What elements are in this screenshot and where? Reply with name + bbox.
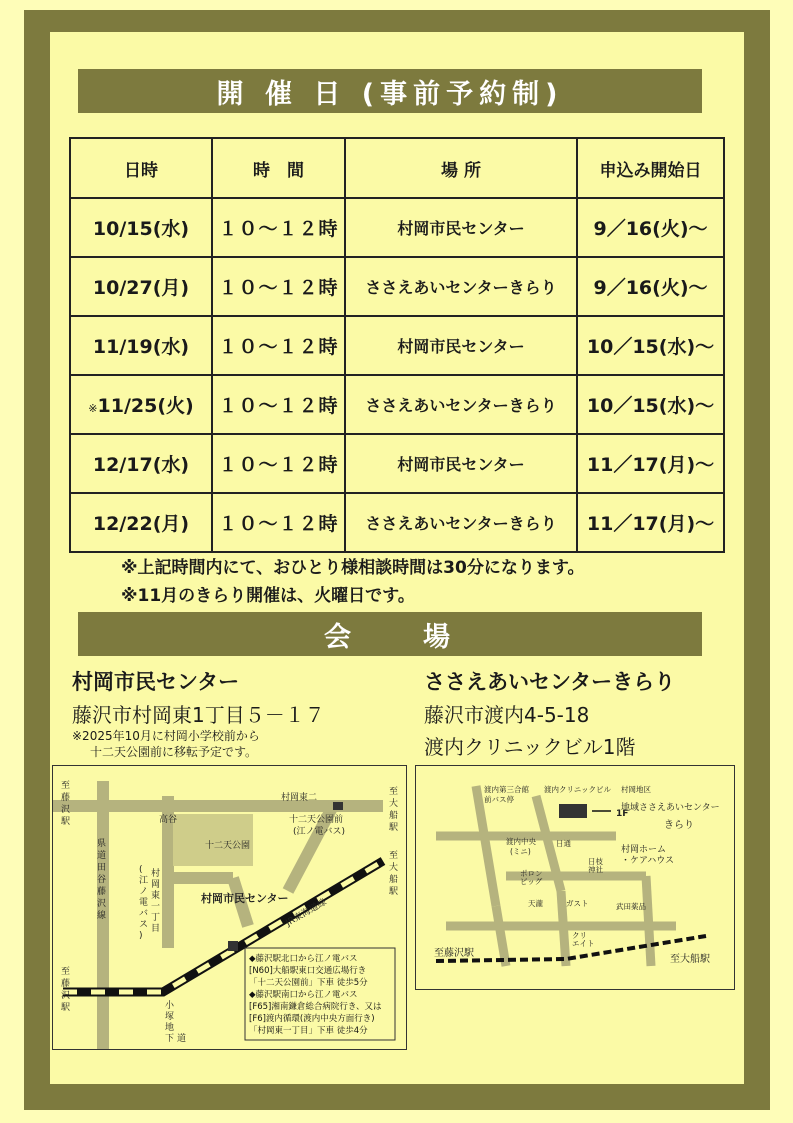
map1-station-ne-0: 至	[389, 787, 399, 797]
muraoka-center-map	[52, 765, 407, 1050]
map1-underpass-4: 道	[177, 1034, 187, 1044]
map1-station-sw-0: 至	[61, 967, 71, 977]
map1-jr-line-label: JR東海道線	[284, 897, 329, 929]
venue2-name: ささえあいセンターきらり	[424, 670, 676, 694]
map1-info-6: 「村岡東一丁目」下車 徒歩4分	[249, 1026, 368, 1036]
venue1-name: 村岡市民センター	[72, 670, 240, 694]
header-time: 時 間	[212, 138, 345, 198]
map1-muraoka-vert-2: 東	[151, 891, 161, 901]
date-cell: 12/22(月)	[70, 493, 212, 552]
map2-home-1: 村岡ホーム	[621, 845, 667, 855]
map1-road-vert-5: 沢	[97, 899, 107, 909]
map2-shrine-1: 日枝	[588, 857, 603, 866]
map1-enoden-bus: (江ノ電バス)	[293, 827, 346, 837]
map1-juniten-bus: 十二天公園前	[289, 815, 344, 825]
map1-muraoka-vert-0: 村	[151, 869, 161, 879]
map1-enoden-vert-0: (	[139, 865, 143, 875]
time-cell: １０～１２時	[212, 316, 345, 375]
map1-station-nw-3: 駅	[61, 817, 71, 827]
map1-underpass-1: 塚	[165, 1012, 175, 1022]
header-date: 日時	[70, 138, 212, 198]
map1-info-4: [F65]湘南鎌倉総合病院行き、又は	[249, 1002, 382, 1012]
venue1-relocation-note-1: ※2025年10月に村岡小学校前から	[72, 729, 260, 743]
date-cell: 12/17(水)	[70, 434, 212, 493]
map1-station-e-2: 船	[389, 875, 399, 885]
map1-muraoka-vert-1: 岡	[151, 880, 161, 890]
venue2-address-1: 藤沢市渡内4-5-18	[424, 703, 590, 727]
map1-info-2: 「十二天公園前」下車 徒歩5分	[249, 978, 368, 988]
kirari-building-marker	[559, 804, 587, 818]
map1-info-5: [F6]渡内循環(渡内中央方面行き)	[249, 1014, 375, 1024]
map1-road-vert-3: 谷	[97, 875, 107, 885]
map2-shrine-2: 神社	[588, 865, 603, 874]
map1-info-1: [N60]大船駅東口交通広場行き	[249, 966, 367, 976]
kirari-center-map	[415, 765, 735, 990]
map1-road-vert-1: 道	[97, 851, 107, 861]
header-place: 場 所	[345, 138, 577, 198]
map2-mini-stop: (ミニ)	[510, 847, 531, 856]
map1-station-ne-2: 船	[389, 811, 399, 821]
time-cell: １０～１２時	[212, 434, 345, 493]
table-row	[70, 434, 724, 493]
schedule-banner: 開 催 日 (事前予約制)	[78, 69, 702, 113]
map1-center-label: 村岡市民センター	[201, 892, 289, 905]
map1-muraoka-vert-5: 目	[151, 924, 161, 934]
header-start: 申込み開始日	[577, 138, 724, 198]
map1-road-vert-0: 県	[97, 839, 107, 849]
table-row	[70, 375, 724, 434]
start-cell: 10／15(水)～	[577, 316, 724, 375]
time-cell: １０～１２時	[212, 257, 345, 316]
map2-yakuhin: 武田薬品	[616, 902, 646, 911]
map2-nitsu: 日通	[556, 839, 571, 848]
map2-building-1: ポロン	[520, 869, 543, 878]
table-row	[70, 257, 724, 316]
table-header-row	[70, 138, 724, 198]
place-cell: ささえあいセンターきらり	[345, 257, 577, 316]
map2-junior-high: 渡内第三合館	[484, 785, 529, 794]
map2-center: 地域ささえあいセンター	[621, 803, 720, 813]
map1-takaya: 高谷	[159, 815, 178, 825]
map1-enoden-vert-4: バ	[139, 909, 149, 919]
table-row	[70, 493, 724, 552]
place-cell: 村岡市民センター	[345, 198, 577, 257]
bus-stop-marker	[333, 802, 343, 810]
map1-underpass-0: 小	[165, 1001, 175, 1011]
map1-juniten-park: 十二天公園	[205, 841, 251, 851]
map2-kuriet-2: エイト	[572, 939, 595, 948]
map1-enoden-vert-5: ス	[139, 920, 149, 930]
place-cell: ささえあいセンターきらり	[345, 493, 577, 552]
map2-district: 村岡地区	[621, 785, 651, 794]
map1-station-nw-0: 至	[61, 781, 71, 791]
map1-station-nw-2: 沢	[61, 805, 71, 815]
start-cell: 11／17(月)～	[577, 493, 724, 552]
start-cell: 9／16(火)～	[577, 257, 724, 316]
map2-kuriet-1: クリ	[572, 931, 587, 940]
map1-station-e-3: 駅	[389, 887, 399, 897]
map2-station-w: 至藤沢駅	[434, 948, 474, 959]
map2-bus-stop: 前バス停	[484, 795, 514, 804]
venue2-address-2: 渡内クリニックビル1階	[424, 735, 636, 759]
map1-underpass-2: 地	[165, 1023, 175, 1033]
start-cell: 10／15(水)～	[577, 375, 724, 434]
time-cell: １０～１２時	[212, 375, 345, 434]
date-cell: 10/15(水)	[70, 198, 212, 257]
map1-station-sw-1: 藤	[61, 979, 71, 989]
map2-station-e: 至大船駅	[670, 954, 710, 965]
map1-station-sw-2: 沢	[61, 991, 71, 1001]
center-marker	[228, 941, 238, 951]
venue1-address: 藤沢市村岡東1丁目５－１７	[72, 703, 325, 727]
schedule-table	[69, 137, 725, 553]
map1-muraoka-higashi2: 村岡東二	[281, 793, 318, 803]
venue-banner: 会 場	[78, 612, 702, 656]
map1-muraoka-vert-4: 丁	[151, 913, 161, 923]
map2-floor: 1F	[616, 809, 629, 819]
venue1-relocation-note-2: 十二天公園前に移転予定です。	[90, 745, 258, 759]
map1-enoden-vert-2: ノ	[139, 887, 149, 897]
map2-kirari: きらり	[664, 820, 694, 831]
map1-enoden-vert-1: 江	[139, 876, 149, 886]
note-kirari-tuesday: ※11月のきらり開催は、火曜日です。	[121, 586, 415, 606]
date-cell: 10/27(月)	[70, 257, 212, 316]
map1-station-ne-1: 大	[389, 799, 399, 809]
map1-station-ne-3: 駅	[389, 823, 399, 833]
juniten-park-area	[173, 814, 253, 866]
map1-enoden-vert-3: 電	[139, 898, 149, 908]
map1-station-e-1: 大	[389, 863, 399, 873]
map1-underpass-3: 下	[165, 1034, 175, 1044]
muraoka-map-svg	[53, 766, 406, 1049]
start-cell: 11／17(月)～	[577, 434, 724, 493]
table-row	[70, 198, 724, 257]
kirari-map-svg	[416, 766, 734, 989]
map1-station-nw-1: 藤	[61, 793, 71, 803]
place-cell: 村岡市民センター	[345, 316, 577, 375]
map2-home-2: ・ケアハウス	[621, 856, 675, 866]
note-consultation-time: ※上記時間内にて、おひとり様相談時間は30分になります。	[121, 558, 585, 578]
time-cell: １０～１２時	[212, 493, 345, 552]
time-cell: １０～１２時	[212, 198, 345, 257]
place-cell: 村岡市民センター	[345, 434, 577, 493]
map1-road-vert-2: 田	[97, 863, 107, 873]
table-row	[70, 316, 724, 375]
map1-road-vert-6: 線	[97, 911, 107, 921]
map1-info-0: ◆藤沢駅北口から江ノ電バス	[249, 954, 358, 964]
map1-enoden-vert-6: )	[139, 931, 143, 941]
start-cell: 9／16(火)～	[577, 198, 724, 257]
map1-road-vert-4: 藤	[97, 887, 107, 897]
place-cell: ささえあいセンターきらり	[345, 375, 577, 434]
map2-tenya: 天瀧	[528, 899, 543, 908]
date-cell: 11/19(水)	[70, 316, 212, 375]
map2-watanai-chuo: 渡内中央	[506, 837, 536, 846]
date-cell: ※11/25(火)	[70, 375, 212, 434]
map1-muraoka-vert-3: 一	[151, 902, 161, 912]
map1-station-e-0: 至	[389, 851, 399, 861]
map2-building-2: ビッグ	[520, 877, 543, 886]
map2-clinic: 渡内クリニックビル	[544, 785, 612, 794]
rail-line	[436, 936, 706, 961]
map1-info-3: ◆藤沢駅南口から江ノ電バス	[249, 990, 358, 1000]
map2-gasuto: ガスト	[566, 899, 589, 908]
map1-station-sw-3: 駅	[61, 1003, 71, 1013]
